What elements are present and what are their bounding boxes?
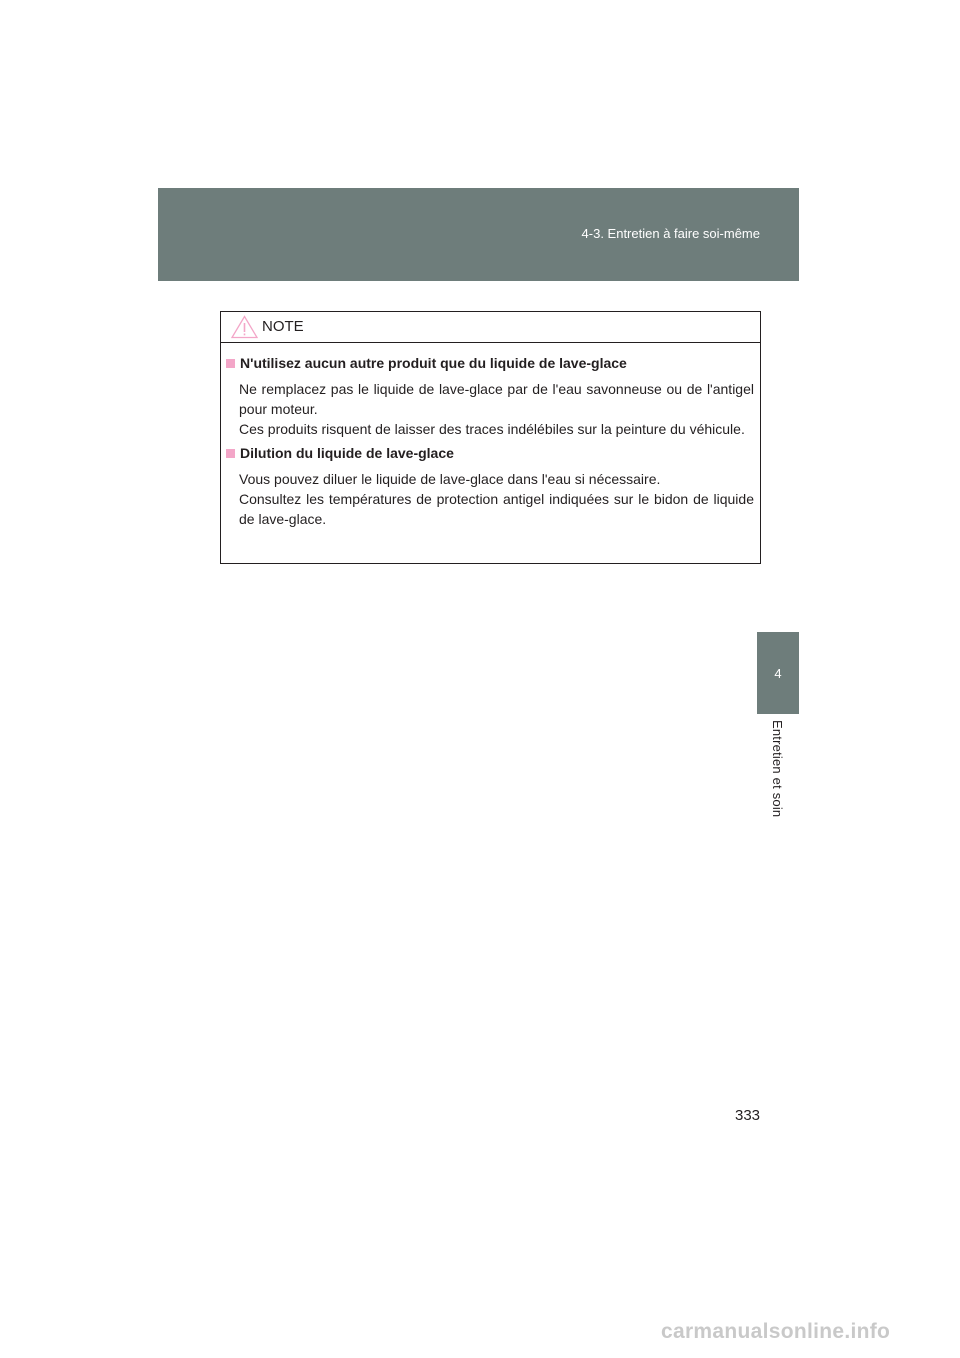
- note-item-heading: [226, 353, 754, 373]
- note-paragraph: Consultez les températures de protection antigel indiquées sur le bidon de liquide de lave-glace.: [239, 491, 754, 527]
- note-paragraph: Ces produits risquent de laisser des traces indélébiles sur la peinture du véhicule.: [239, 421, 745, 437]
- header-band: [158, 188, 799, 281]
- page-number: 333: [735, 1107, 761, 1124]
- note-item-heading-text: N'utilisez aucun autre produit que du liquide de lave-glace: [240, 355, 627, 371]
- note-item-heading: [226, 443, 754, 463]
- note-paragraph: Ne remplacez pas le liquide de lave-glace par de l'eau savonneuse ou de l'antigel pour moteur.: [239, 381, 754, 417]
- warning-triangle-icon: [231, 315, 258, 339]
- note-paragraph: Vous pouvez diluer le liquide de lave-glace dans l'eau si nécessaire.: [239, 471, 661, 487]
- note-item: [226, 353, 754, 439]
- chapter-number: 4: [757, 632, 799, 714]
- chapter-label-box: [757, 714, 799, 847]
- note-title: NOTE: [262, 318, 304, 335]
- square-bullet-icon: [226, 449, 235, 458]
- note-box: [220, 311, 761, 564]
- note-body: [221, 343, 760, 529]
- note-item: [226, 443, 754, 529]
- note-header: [221, 312, 760, 343]
- square-bullet-icon: [226, 359, 235, 368]
- watermark[interactable]: carmanualsonline.info: [661, 1320, 891, 1343]
- section-title: 4-3. Entretien à faire soi-même: [581, 226, 760, 241]
- chapter-label: Entretien et soin: [770, 720, 785, 818]
- note-item-heading-text: Dilution du liquide de lave-glace: [240, 445, 454, 461]
- chapter-side-tab: [757, 632, 799, 847]
